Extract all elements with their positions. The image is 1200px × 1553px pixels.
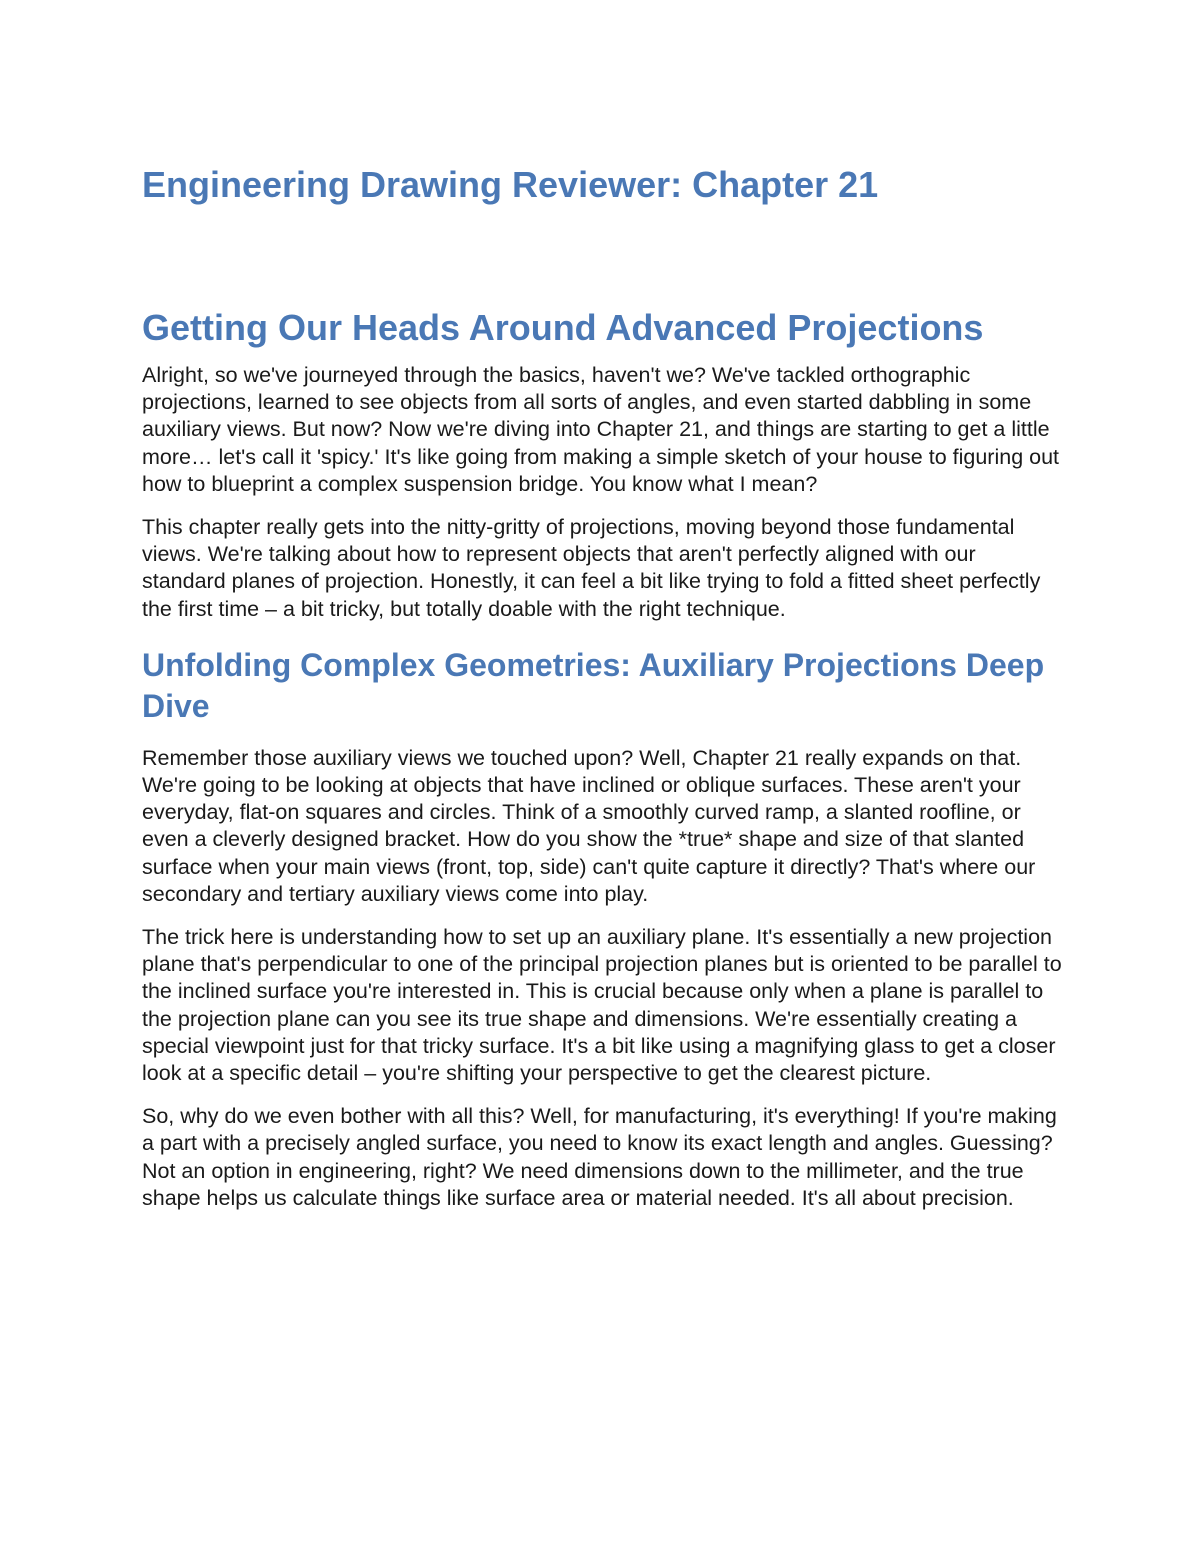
section-heading: Unfolding Complex Geometries: Auxiliary Projections Deep Dive [142,646,1045,724]
paragraph: Alright, so we've journeyed through the basics, haven't we? We've tackled orthographic projections, learned to see objects from all sorts of angles, and even started dabbling in some auxiliary views. But now? Now we're diving into Chapter 21, and things are starting to get a little more… let's call it 'spicy.' It's like going from making a simple sketch of your house to figuring out how to blueprint a complex suspension bridge. You know what I mean? [142,363,1060,496]
section-heading: Getting Our Heads Around Advanced Projections [142,307,984,348]
section-auxiliary-projections [142,645,1062,1212]
document-page [142,160,1062,1212]
paragraph: This chapter really gets into the nitty-gritty of projections, moving beyond those fundamental views. We're talking about how to represent objects that aren't perfectly aligned with our standard planes of projection. Honestly, it can feel a bit like trying to fold a fitted sheet perfectly the first time – a bit tricky, but totally doable with the right technique. [142,515,1041,621]
paragraph: The trick here is understanding how to set up an auxiliary plane. It's essentially a new projection plane that's perpendicular to one of the principal projection planes but is oriented to be parallel to the inclined surface you're interested in. This is crucial because only when a plane is parallel to the projection plane can you see its true shape and dimensions. We're essentially creating a special viewpoint just for that tricky surface. It's a bit like using a magnifying glass to get a closer look at a specific detail – you're shifting your perspective to get the clearest picture. [142,925,1062,1086]
paragraph: So, why do we even bother with all this? Well, for manufacturing, it's everything! If you're making a part with a precisely angled surface, you need to know its exact length and angles. Guessing? Not an option in engineering, right? We need dimensions down to the millimeter, and the true shape helps us calculate things like surface area or material needed. It's all about precision. [142,1104,1057,1210]
document-title: Engineering Drawing Reviewer: Chapter 21 [142,164,879,205]
paragraph: Remember those auxiliary views we touched upon? Well, Chapter 21 really expands on that. We're going to be looking at objects that have inclined or oblique surfaces. These aren't your everyday, flat-on squares and circles. Think of a smoothly curved ramp, a slanted roofline, or even a cleverly designed bracket. How do you show the *true* shape and size of that slanted surface when your main views (front, top, side) can't quite capture it directly? That's where our secondary and tertiary auxiliary views come into play. [142,745,1036,906]
section-advanced-projections [142,306,1062,623]
